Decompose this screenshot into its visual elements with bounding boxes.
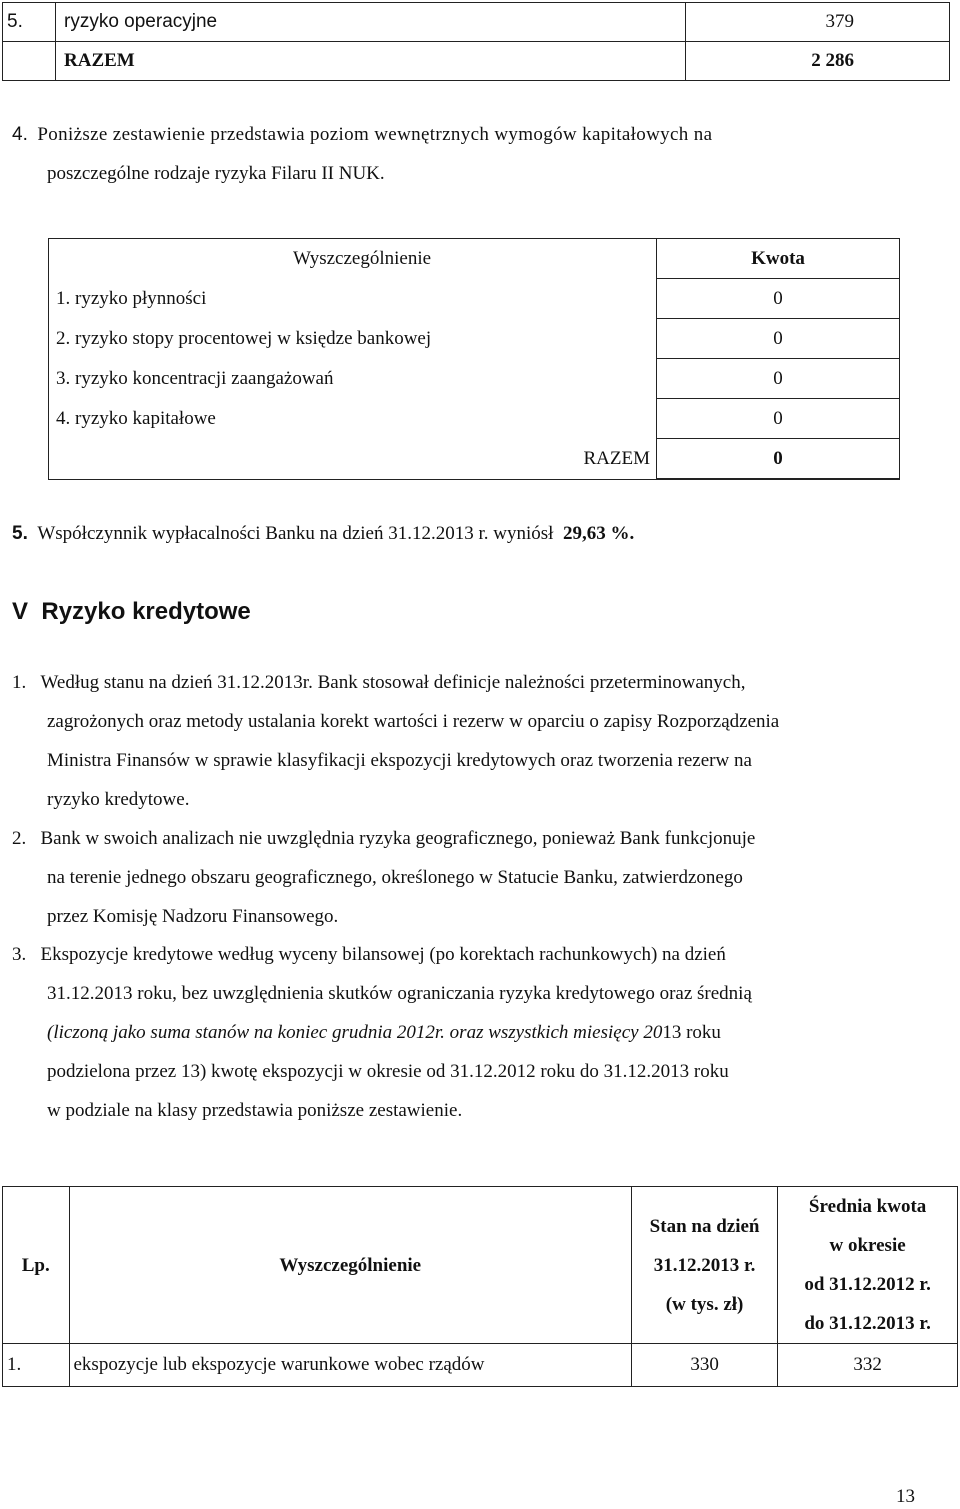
paragraph-number: 4. (12, 124, 28, 145)
paragraph-3 (12, 935, 920, 1130)
row-value: 0 (657, 279, 900, 319)
row-value: 0 (657, 319, 900, 359)
header-line: 31.12.2013 r. (653, 1254, 756, 1276)
row-label: 2. ryzyko stopy procentowej w księdze bankowej (56, 327, 432, 349)
paragraph-number: 5. (12, 523, 28, 544)
credit-exposure-table (2, 1186, 958, 1387)
paragraph-number: 1. (12, 672, 27, 693)
section-title: Ryzyko kredytowe (41, 598, 251, 625)
paragraph-1 (12, 663, 920, 819)
header-average (778, 1187, 958, 1344)
table-row (48, 399, 900, 439)
header-line: Średnia kwota (808, 1196, 927, 1217)
header-line: (w tys. zł) (665, 1293, 744, 1315)
header-label: Wyszczególnienie (292, 247, 432, 269)
internal-capital-table (48, 238, 900, 479)
row-label: 3. ryzyko koncentracji zaangażowań (56, 367, 334, 389)
row-average: 332 (778, 1344, 958, 1387)
row-lp: 1. (3, 1344, 70, 1387)
total-value: 0 (657, 439, 900, 479)
paragraph-line: 31.12.2013 roku, bez uwzględnienia skutków ograniczania ryzyka kredytowego oraz średnią (47, 983, 752, 1004)
total-label: RAZEM (583, 447, 650, 469)
paragraph-line: Według stanu na dzień 31.12.2013r. Bank stosował definicje należności przeterminowanych, (40, 672, 746, 693)
row-value: 0 (657, 399, 900, 439)
header-label: Wyszczególnienie (69, 1187, 631, 1344)
table-row (3, 3, 950, 42)
table-row (48, 279, 900, 319)
header-line: w okresie (829, 1235, 906, 1256)
header-lp: Lp. (3, 1187, 70, 1344)
paragraph-line: Bank w swoich analizach nie uwzględnia ryzyka geograficznego, ponieważ Bank funkcjonuje (40, 828, 756, 849)
header-line: do 31.12.2013 r. (804, 1313, 931, 1334)
page-number: 13 (896, 1486, 915, 1507)
row-label: ekspozycje lub ekspozycje warunkowe wobec rządów (69, 1344, 631, 1387)
paragraph-text: poszczególne rodzaje ryzyka Filaru II NUK. (47, 163, 385, 184)
row-balance: 330 (631, 1344, 777, 1387)
section-heading (12, 598, 251, 626)
row-label: ryzyko operacyjne (56, 3, 686, 42)
paragraph-line: w podziale na klasy przedstawia poniższe zestawienie. (47, 1100, 463, 1121)
section-number: V (12, 598, 29, 625)
paragraph-text: Współczynnik wypłacalności Banku na dzień 31.12.2013 r. wyniósł (37, 523, 554, 544)
total-value: 2 286 (686, 42, 950, 81)
table-border (48, 479, 900, 480)
header-line: od 31.12.2012 r. (804, 1274, 931, 1295)
table-row (3, 1344, 958, 1387)
paragraph-text: Poniższe zestawienie przedstawia poziom wewnętrznych wymogów kapitałowych na (37, 124, 713, 145)
paragraph-number: 3. (12, 944, 27, 965)
capital-table-top (2, 2, 950, 81)
table-row (48, 319, 900, 359)
table-row-total (48, 439, 900, 479)
row-value: 379 (686, 3, 950, 42)
row-label: 4. ryzyko kapitałowe (56, 407, 216, 429)
paragraph-5 (12, 514, 634, 553)
ratio-value: 29,63 %. (562, 523, 635, 544)
row-number (3, 42, 56, 81)
paragraph-line: przez Komisję Nadzoru Finansowego. (47, 906, 339, 927)
paragraph-text: 13 roku (662, 1022, 721, 1043)
row-label: 1. ryzyko płynności (56, 287, 207, 309)
header-balance (631, 1187, 777, 1344)
paragraph-2 (12, 819, 920, 936)
paragraph-4 (12, 115, 920, 193)
header-value: Kwota (657, 239, 900, 279)
table-header (3, 1187, 958, 1344)
row-number: 5. (3, 3, 56, 42)
paragraph-line: Ekspozycje kredytowe według wyceny bilansowej (po korektach rachunkowych) na dzień (40, 944, 726, 965)
paragraph-line (12, 1013, 920, 1052)
paragraph-italic: (liczoną jako suma stanów na koniec grudnia 2012r. oraz wszystkich miesięcy 20 (47, 1022, 663, 1043)
row-value: 0 (657, 359, 900, 399)
paragraph-line: zagrożonych oraz metody ustalania korekt wartości i rezerw w oparciu o zapisy Rozporządzenia (47, 711, 780, 732)
paragraph-line: podzielona przez 13) kwotę ekspozycji w okresie od 31.12.2012 roku do 31.12.2013 roku (47, 1061, 729, 1082)
table-header (48, 239, 900, 279)
table-border (48, 238, 49, 480)
table-row (48, 359, 900, 399)
paragraph-number: 2. (12, 828, 27, 849)
total-label: RAZEM (56, 42, 686, 81)
paragraph-line: Ministra Finansów w sprawie klasyfikacji ekspozycji kredytowych oraz tworzenia rezerw na (47, 750, 752, 771)
table-row-total (3, 42, 950, 81)
paragraph-line: ryzyko kredytowe. (47, 789, 190, 810)
paragraph-line: na terenie jednego obszaru geograficznego, określonego w Statucie Banku, zatwierdzonego (47, 867, 743, 888)
table-border (48, 238, 658, 239)
header-line: Stan na dzień (649, 1215, 760, 1237)
